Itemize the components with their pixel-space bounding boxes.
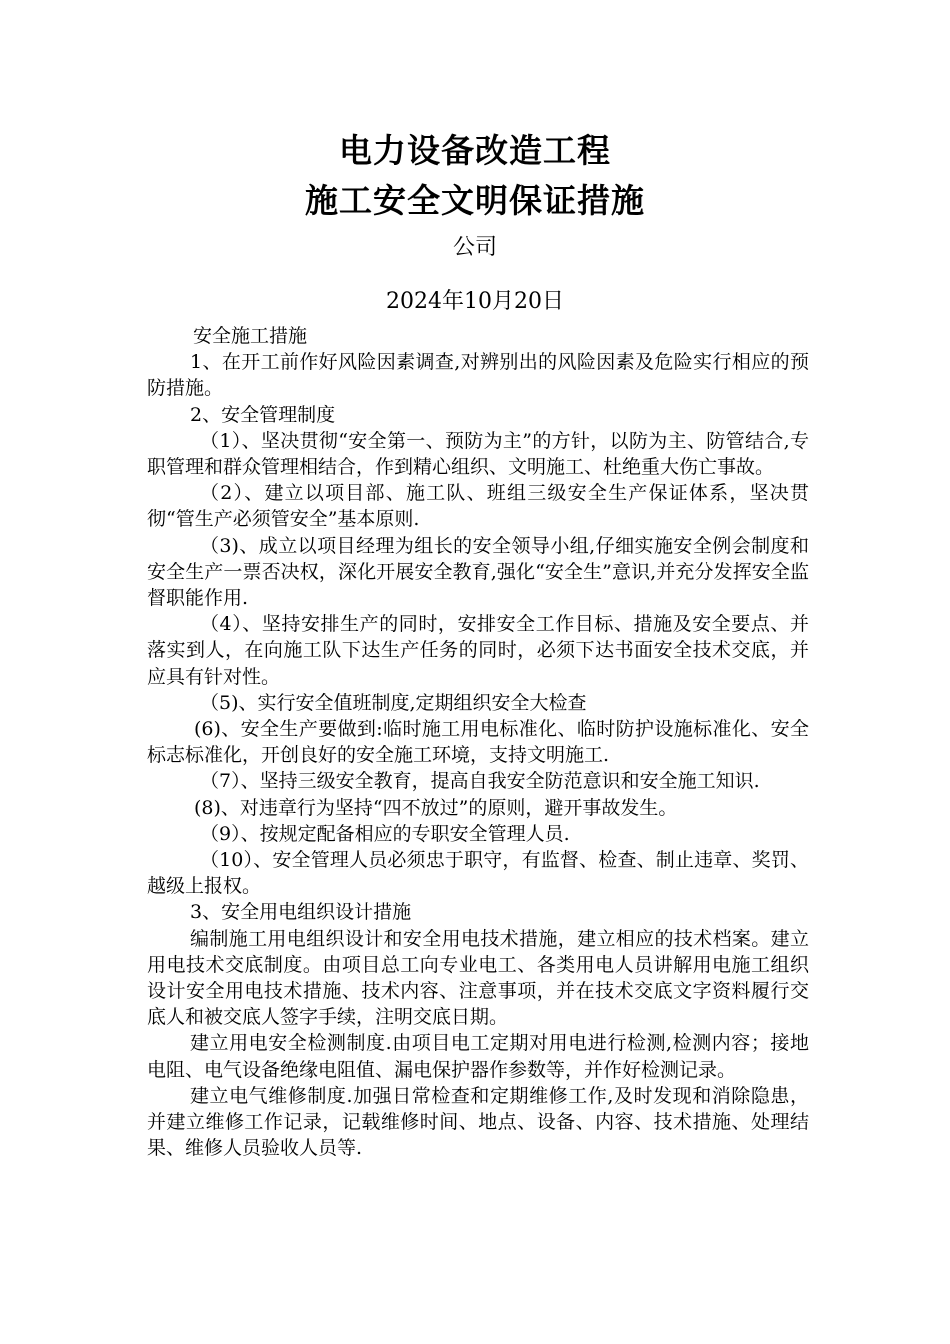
sub-item-7: （7）、坚持三级安全教育，提高自我安全防范意识和安全施工知识.: [200, 770, 760, 793]
document-title-line1: 电力设备改造工程: [339, 131, 611, 170]
sub-item-3: （3)、成立以项目经理为组长的安全领导小组,仔细实施安全例会制度和安全生产一票否决权，深化开展安全教育,强化“安全生”意识,并充分发挥安全监督职能作用.: [147, 534, 809, 610]
sub-item-5: （5)、实行安全值班制度,定期组织安全大检查: [200, 691, 587, 714]
sub-item-9: （9）、按规定配备相应的专职安全管理人员.: [200, 822, 570, 845]
section-heading: 安全施工措施: [193, 325, 308, 347]
document-body: [147, 323, 809, 1162]
paragraph-power-design: 编制施工用电组织设计和安全用电技术措施，建立相应的技术档案。建立用电技术交底制度。由项目总工向专业电工、各类用电人员讲解用电施工组织设计安全用电技术措施、技术内容、注意事项，并在技术交底文字资料履行交底人和被交底人签字手续，注明交底日期。: [147, 927, 809, 1029]
item-2-safety-system: 2、安全管理制度: [190, 403, 336, 426]
sub-item-8: (8)、对违章行为坚持“四不放过”的原则，避开事故发生。: [194, 796, 678, 819]
paragraph-power-test: 建立用电安全检测制度.由项目电工定期对用电进行检测,检测内容；接地电阻、电气设备绝缘电阻值、漏电保护器作参数等，并作好检测记录。: [147, 1032, 809, 1081]
company-name: 公司: [452, 235, 497, 260]
document-date: 2024年10月20日: [386, 289, 564, 314]
sub-item-6: (6)、安全生产要做到:临时施工用电标准化、临时防护设施标准化、安全标志标准化，开创良好的安全施工环境，支持文明施工.: [147, 718, 809, 767]
item-3-power-safety: 3、安全用电组织设计措施: [190, 901, 412, 924]
sub-item-2: （2）、建立以项目部、施工队、班组三级安全生产保证体系，坚决贯彻“管生产必须管安全”基本原则.: [147, 482, 809, 531]
sub-item-4: （4）、坚持安排生产的同时，安排安全工作目标、措施及安全要点、并落实到人，在向施工队下达生产任务的同时，必须下达书面安全技术交底，并应具有针对性。: [147, 613, 809, 688]
item-1-risk-survey: 1、在开工前作好风险因素调查,对辨别出的风险因素及危险实行相应的预防措施。: [147, 351, 809, 400]
sub-item-1: （1）、坚决贯彻“安全第一、预防为主”的方针，以防为主、防管结合,专职管理和群众管理相结合，作到精心组织、文明施工、杜绝重大伤亡事故。: [147, 429, 809, 479]
document-title-line2: 施工安全文明保证措施: [305, 181, 645, 220]
paragraph-maintenance: 建立电气维修制度.加强日常检查和定期维修工作,及时发现和消除隐患，并建立维修工作记录，记载维修时间、地点、设备、内容、技术措施、处理结果、维修人员验收人员等.: [147, 1084, 809, 1160]
sub-item-10: （10）、安全管理人员必须忠于职守，有监督、检查、制止违章、奖罚、越级上报权。: [147, 849, 809, 898]
